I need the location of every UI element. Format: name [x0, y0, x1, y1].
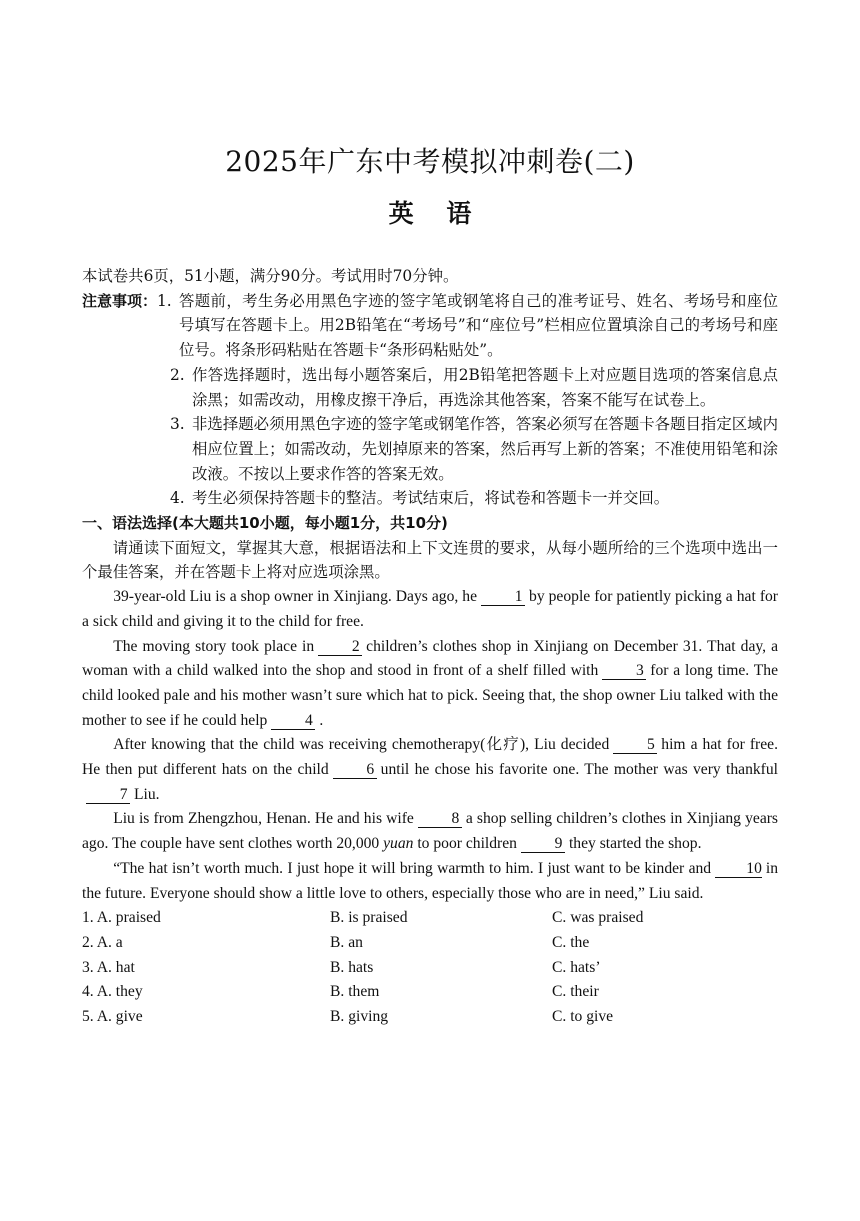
option-row — [82, 906, 778, 931]
exam-intro: 本试卷共6页，51小题，满分90分。考试用时70分钟。 — [82, 267, 459, 285]
option-b: B. them — [330, 983, 380, 1001]
option-row — [82, 1005, 778, 1030]
passage-text: After knowing that the child was receiving chemotherapy(化疗), Liu decided — [113, 736, 610, 754]
option-b: B. is praised — [330, 909, 408, 927]
option-b: B. an — [330, 933, 363, 951]
subject-heading: 英 语 — [388, 199, 472, 228]
option-b: B. hats — [330, 958, 374, 976]
option-a: 1. A. praised — [82, 909, 161, 927]
passage-text: a shop selling children’s clothes in Xinjiang years ago. The couple have sent clothes worth 20,000 — [82, 810, 778, 853]
passage-text: by people for patiently picking a hat for a sick child and giving it to the child for free. — [82, 588, 778, 630]
option-a: 2. A. a — [82, 933, 123, 951]
note-number: 2. — [170, 365, 185, 384]
note-number: 1. — [157, 291, 172, 310]
passage-text: . — [319, 711, 324, 729]
blank-6: 6 — [333, 761, 377, 779]
passage — [82, 585, 778, 1030]
passage-text: until he chose his favorite one. The mother was very thankful — [380, 761, 778, 779]
passage-text: The moving story took place in — [113, 637, 315, 655]
passage-text: Liu. — [134, 785, 160, 803]
option-row — [82, 980, 778, 1005]
notes-label: 注意事项： — [82, 291, 158, 310]
passage-paragraph — [82, 857, 778, 906]
passage-paragraph — [82, 635, 778, 734]
passage-text: they started the shop. — [568, 835, 702, 853]
passage-text: children’s clothes shop in Xinjiang on December 31. That day, a woman with a child walked into the shop and stood in front of a shelf filled with — [82, 637, 778, 680]
option-row — [82, 956, 778, 981]
blank-2: 2 — [318, 638, 362, 656]
blank-7: 7 — [86, 786, 130, 804]
option-a: 4. A. they — [82, 983, 143, 1001]
blank-9: 9 — [521, 835, 565, 853]
passage-paragraph — [82, 807, 778, 856]
passage-text: 39-year-old Liu is a shop owner in Xinjiang. Days ago, he — [113, 588, 478, 606]
option-a: 5. A. give — [82, 1008, 143, 1026]
note-number: 4. — [170, 489, 185, 508]
option-c: C. was praised — [552, 909, 644, 927]
passage-text: “The hat isn’t worth much. I just hope it will bring warmth to him. I just want to be kinder and — [113, 859, 712, 877]
blank-3: 3 — [602, 662, 646, 680]
note-number: 3. — [170, 415, 185, 434]
passage-text: Liu is from Zhengzhou, Henan. He and his wife — [113, 810, 414, 828]
note-text: 非选择题必须用黑色字迹的签字笔或钢笔作答，答案必须写在答题卡各题目指定区域内相应位置上；如需改动，先划掉原来的答案，然后再写上新的答案；不准使用铅笔和涂改液。不按以上要求作答的答案无效。 — [192, 415, 778, 483]
section-heading: 一、语法选择(本大题共10小题，每小题1分，共10分) — [82, 514, 448, 533]
exam-body — [82, 264, 778, 1030]
answer-options — [82, 906, 778, 1030]
blank-8: 8 — [418, 810, 462, 828]
option-b: B. giving — [330, 1008, 389, 1026]
blank-4: 4 — [271, 712, 315, 730]
option-c: C. to give — [552, 1008, 614, 1026]
note-text: 作答选择题时，选出每小题答案后，用2B铅笔把答题卡上对应题目选项的答案信息点涂黑；如需改动，用橡皮擦干净后，再选涂其他答案，答案不能写在试卷上。 — [192, 365, 778, 409]
passage-text: to poor children — [417, 835, 517, 853]
blank-1: 1 — [481, 588, 525, 606]
note-text: 答题前，考生务必用黑色字迹的签字笔或钢笔将自己的准考证号、姓名、考场号和座位号填写在答题卡上。用2B铅笔在“考场号”和“座位号”栏相应位置填涂自己的考场号和座位号。将条形码粘贴在答题卡“条形码粘贴处”。 — [179, 291, 778, 360]
section-instruction: 请通读下面短文，掌握其大意，根据语法和上下文连贯的要求，从每小题所给的三个选项中选出一个最佳答案，并在答题卡上将对应选项涂黑。 — [82, 538, 778, 582]
passage-paragraph — [82, 585, 778, 634]
option-c: C. the — [552, 933, 590, 951]
page-title: 2025年广东中考模拟冲刺卷(二) — [225, 145, 635, 178]
notes-block — [82, 289, 778, 511]
note-text: 考生必须保持答题卡的整洁。考试结束后，将试卷和答题卡一并交回。 — [192, 489, 670, 508]
blank-5: 5 — [613, 736, 657, 754]
option-c: C. their — [552, 983, 599, 1001]
option-a: 3. A. hat — [82, 958, 135, 976]
italic-word: yuan — [383, 835, 414, 853]
blank-10: 10 — [715, 860, 762, 878]
passage-text: for a long time. The child looked pale and his mother wasn’t sure which hat to pick. Seeing that, the shop owner Liu talked with the mother to see if he could help — [82, 662, 778, 729]
passage-text: in the future. Everyone should show a little love to others, especially those who are in need,” Liu said. — [82, 859, 778, 902]
passage-paragraph — [82, 733, 778, 807]
option-row — [82, 931, 778, 956]
option-c: C. hats’ — [552, 958, 601, 976]
passage-text: him a hat for free. He then put different hats on the child — [82, 736, 778, 779]
